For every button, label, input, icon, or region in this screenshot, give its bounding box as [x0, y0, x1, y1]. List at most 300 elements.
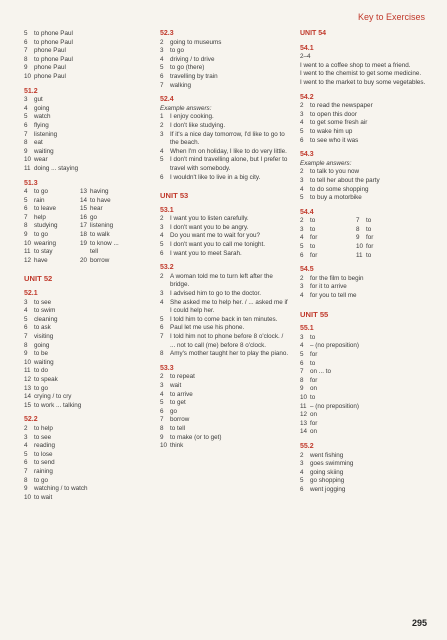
item-text: walking [170, 81, 191, 89]
item-text: I wouldn't like to live in a big city. [170, 173, 261, 181]
answer-pair [24, 205, 144, 214]
answer-item [24, 113, 144, 122]
item-text: Do you want me to wait for you? [170, 232, 260, 240]
item-number: 5 [160, 241, 164, 249]
section-heading: UNIT 53 [160, 191, 189, 201]
item-text: for [310, 251, 318, 259]
pair-right [80, 188, 109, 197]
section-heading: 51.2 [24, 87, 38, 95]
item-number: 8 [160, 424, 164, 432]
answer-pair [24, 214, 144, 223]
answer-item [300, 420, 428, 429]
column-3 [300, 30, 428, 495]
answer-item [160, 156, 290, 173]
pair-left [300, 243, 356, 252]
item-number: 8 [24, 55, 28, 63]
answer-item [160, 391, 290, 400]
item-text: reading [34, 442, 56, 450]
answer-item [24, 96, 144, 105]
item-text: to be [34, 350, 49, 358]
pair-left [300, 252, 356, 261]
item-text: to go [34, 188, 49, 196]
section-heading: 54.5 [300, 266, 314, 274]
section-heading: UNIT 54 [300, 30, 327, 37]
item-number: 8 [24, 139, 28, 147]
item-text: to go [34, 476, 49, 484]
item-number: 13 [24, 384, 32, 392]
answer-item [300, 428, 428, 437]
section-heading: UNIT 55 [300, 309, 329, 319]
item-number: 7 [24, 130, 28, 138]
item-number: 6 [300, 359, 304, 367]
item-number: 4 [300, 468, 304, 476]
answer-item [24, 56, 144, 65]
item-number: 9 [24, 485, 28, 493]
item-number: 10 [24, 358, 32, 366]
item-number: 4 [300, 185, 304, 193]
item-number: 8 [24, 341, 28, 349]
section-heading: 54.3 [300, 151, 314, 159]
page-header: Key to Exercises [357, 12, 425, 22]
column-2 [160, 30, 290, 451]
answer-item [300, 486, 428, 495]
item-number: 14 [300, 428, 308, 436]
item-number: 5 [24, 113, 28, 121]
item-text: to [366, 225, 372, 233]
item-text: to wake him up [310, 127, 353, 135]
item-text: to leave [34, 205, 57, 213]
item-number: 3 [300, 110, 304, 118]
item-text: watch [34, 113, 51, 121]
answer-item [24, 442, 144, 451]
item-text: having [90, 188, 109, 196]
answer-item [24, 367, 144, 376]
answer-item [300, 477, 428, 486]
item-text: to [366, 251, 372, 259]
item-text: to phone Paul [34, 30, 73, 37]
answer-item [300, 111, 428, 120]
item-text: visiting [34, 333, 54, 340]
item-text: to arrive [170, 390, 193, 398]
answer-item [160, 399, 290, 408]
item-number: 14 [24, 393, 32, 401]
item-text: A woman told me to turn left after the bridge. [170, 272, 273, 289]
answer-item [24, 131, 144, 140]
item-text: gut [34, 96, 43, 104]
item-text: to swim [34, 307, 56, 315]
item-text: to go [34, 384, 49, 392]
pair-right [80, 257, 109, 266]
answer-item [24, 73, 144, 82]
answer-text: I went to the market to buy some vegetables. [300, 78, 426, 86]
item-number: 5 [160, 399, 164, 407]
item-number: 3 [300, 225, 304, 233]
item-text: to know ... [90, 239, 119, 247]
item-text: waiting [34, 358, 54, 366]
answer-item [160, 316, 290, 325]
item-text: flying [34, 121, 49, 129]
item-text: to have [90, 196, 111, 204]
item-number: 6 [300, 485, 304, 493]
answer-text: I went to the chemist to get some medicine. [300, 70, 422, 78]
item-text: going to museums [170, 38, 222, 46]
answer-item [24, 148, 144, 157]
item-text: studying [34, 222, 58, 230]
item-number: 3 [160, 290, 164, 298]
answer-item [300, 283, 428, 292]
item-text: going [34, 341, 50, 349]
answer-item [300, 360, 428, 369]
answer-item [24, 299, 144, 308]
answer-pair [300, 234, 428, 243]
item-number: 6 [160, 173, 164, 181]
item-text: on [310, 411, 318, 419]
item-number: 6 [24, 38, 28, 46]
item-number: 5 [24, 196, 28, 204]
item-number: 2 [160, 373, 164, 381]
item-number: 5 [300, 351, 304, 358]
item-text: borrow [90, 256, 110, 264]
item-number: 3 [24, 433, 28, 441]
item-text: Paul let me use his phone. [170, 324, 245, 332]
item-text: for [310, 419, 318, 427]
item-number: 4 [160, 55, 164, 63]
item-number: 4 [300, 292, 304, 300]
item-number: 10 [24, 239, 32, 247]
answer-item [300, 102, 428, 111]
answer-item [24, 350, 144, 359]
answer-item [24, 485, 144, 494]
answer-item [24, 64, 144, 73]
section-heading: UNIT 52 [24, 274, 53, 284]
item-number: 20 [80, 256, 88, 264]
answer-item [24, 324, 144, 333]
answer-item [160, 425, 290, 434]
answer-item [300, 334, 428, 343]
answer-item [160, 241, 290, 250]
item-text: phone Paul [34, 47, 66, 55]
item-number: 6 [300, 251, 304, 259]
item-number: 6 [300, 136, 304, 144]
column-1 [24, 30, 144, 502]
item-text: Amy's mother taught her to play the piano. [170, 350, 289, 358]
item-number: 3 [24, 96, 28, 104]
item-text: I don't want you to call me tonight. [170, 241, 266, 249]
item-text: to see who it was [310, 136, 359, 144]
item-number: 5 [24, 30, 28, 37]
item-number: 2 [160, 121, 164, 129]
answer-item [24, 39, 144, 48]
item-text: for the film to begin [310, 274, 364, 282]
item-text: I told him not to phone before 8 o'clock. / ... not to call (me) before 8 o'clock. [170, 333, 284, 349]
item-number: 4 [300, 342, 304, 350]
item-text: to open this door [310, 110, 357, 118]
answer-item [300, 411, 428, 420]
pair-left [300, 234, 356, 243]
item-text: I told him to come back in ten minutes. [170, 315, 278, 323]
answer-item [160, 250, 290, 259]
answer-item [24, 105, 144, 114]
item-number: 3 [160, 47, 164, 55]
item-text: to see [34, 298, 52, 306]
answer-item [24, 402, 144, 411]
item-text: went fishing [310, 451, 344, 459]
answer-item [300, 137, 428, 146]
item-number: 2 [300, 102, 304, 110]
item-text: crying / to cry [34, 393, 72, 401]
item-number: 4 [300, 234, 304, 242]
item-number: 12 [300, 411, 308, 419]
answer-pair [24, 197, 144, 206]
item-number: 6 [24, 205, 28, 213]
item-number: 10 [24, 493, 32, 501]
item-text: go [170, 407, 178, 415]
answer-item [300, 460, 428, 469]
answer-item [24, 47, 144, 56]
item-text: on ... to [310, 368, 332, 376]
answer-item [300, 275, 428, 284]
answer-item [24, 30, 144, 39]
item-text: to phone Paul [34, 38, 73, 46]
item-text: go shopping [310, 477, 345, 485]
answer-pair [24, 222, 144, 231]
item-number: 11 [24, 248, 31, 256]
item-text: to get some fresh air [310, 119, 368, 127]
item-number: 10 [300, 393, 308, 401]
answer-item [24, 342, 144, 351]
item-number: 9 [300, 385, 304, 393]
item-text: to buy a motorbike [310, 194, 362, 202]
pair-left [24, 205, 80, 214]
answer-item [24, 122, 144, 131]
item-text: to go [170, 47, 185, 55]
item-text: She asked me to help her. / ... asked me if I could help her. [170, 298, 288, 315]
section-heading: 53.2 [160, 264, 174, 272]
item-text: watching / to watch [34, 485, 88, 493]
item-text: to read the newspaper [310, 102, 373, 110]
answer-item [300, 194, 428, 203]
item-number: 9 [24, 147, 28, 155]
item-number: 2 [24, 424, 28, 432]
answer-item [24, 316, 144, 325]
answer-pair [24, 240, 144, 249]
item-text: went jogging [310, 485, 346, 493]
item-text: to go (there) [170, 64, 205, 72]
section-heading: 54.1 [300, 44, 314, 52]
item-number: 2 [300, 451, 304, 459]
answer-item [300, 394, 428, 403]
item-text: I advised him to go to the doctor. [170, 290, 262, 298]
item-number: 4 [24, 188, 28, 196]
item-text: driving / to drive [170, 55, 215, 63]
pair-right [356, 226, 371, 235]
item-number: 6 [24, 324, 28, 332]
item-number: 10 [24, 72, 32, 80]
item-text: for [310, 351, 318, 358]
answer-item [160, 382, 290, 391]
item-text: for [310, 376, 318, 384]
pair-right [356, 234, 373, 243]
item-text: I don't mind travelling alone, but I prefer to travel with somebody. [170, 156, 288, 172]
pair-left [24, 257, 80, 266]
item-number: 3 [160, 381, 164, 389]
item-text: wearing [34, 239, 57, 247]
example-label: Example answers: [160, 104, 212, 112]
answer-item [160, 131, 290, 148]
item-text: for [366, 234, 374, 242]
pair-left [300, 226, 356, 235]
item-number: 7 [24, 333, 28, 340]
item-number: 5 [160, 156, 164, 164]
pair-right [356, 243, 373, 252]
item-number: 5 [300, 477, 304, 485]
item-number: 8 [300, 376, 304, 384]
item-text: I want you to meet Sarah. [170, 249, 242, 257]
pair-right [356, 217, 371, 226]
item-text: to do some shopping [310, 185, 369, 193]
answer-item [24, 376, 144, 385]
item-text: to talk to you now [310, 168, 360, 176]
section-heading: 54.4 [300, 208, 314, 216]
page-number: 295 [411, 618, 427, 628]
item-number: 9 [160, 433, 164, 441]
pair-left [24, 222, 80, 231]
answer-item [160, 373, 290, 382]
section-heading: 53.1 [160, 206, 174, 214]
answer-item [300, 469, 428, 478]
item-number: 7 [160, 333, 164, 340]
pair-right [80, 248, 98, 257]
answer-pair [300, 217, 428, 226]
item-number: 7 [356, 217, 360, 225]
item-number: 17 [80, 222, 88, 230]
pair-left [24, 240, 80, 249]
item-number: 9 [356, 234, 360, 242]
answer-item [160, 350, 290, 359]
item-text: on [310, 428, 318, 436]
answer-item [300, 452, 428, 461]
answer-item [24, 156, 144, 165]
item-number: 7 [24, 467, 28, 475]
answer-item [160, 148, 290, 157]
item-number: 4 [24, 104, 28, 112]
section-heading: 52.2 [24, 416, 38, 424]
item-text: on [310, 385, 318, 393]
pair-right [80, 231, 110, 240]
answer-item [160, 232, 290, 241]
answer-pair [24, 257, 144, 266]
pair-right [80, 222, 113, 231]
item-text: waiting [34, 147, 54, 155]
item-text: to [310, 225, 316, 233]
answer-item [160, 113, 290, 122]
answer-item [300, 342, 428, 351]
item-text: to work ... talking [34, 401, 82, 409]
answer-item [300, 403, 428, 412]
item-number: 9 [24, 231, 28, 239]
answer-item [24, 459, 144, 468]
item-text: to do [34, 367, 49, 375]
item-text: to tell her about the party [310, 176, 380, 184]
answer-item [300, 119, 428, 128]
pair-left [24, 248, 80, 257]
section-heading: 55.2 [300, 442, 314, 450]
answer-item [300, 186, 428, 195]
item-number: 5 [160, 315, 164, 323]
answer-item [24, 477, 144, 486]
answer-item [160, 299, 290, 316]
pair-left [24, 197, 80, 206]
item-text: to wait [34, 493, 53, 501]
answer-pair [24, 231, 144, 240]
item-text: for [310, 234, 318, 242]
pair-left [24, 214, 80, 223]
item-number: 3 [160, 130, 164, 138]
item-text: I enjoy cooking. [170, 113, 214, 121]
item-text: to [310, 393, 316, 401]
item-text: for you to tell me [310, 292, 357, 300]
item-text: to lose [34, 450, 53, 458]
item-number: 3 [300, 176, 304, 184]
item-number: 16 [80, 213, 88, 221]
item-text: to send [34, 459, 55, 467]
item-number: 9 [24, 64, 28, 72]
item-number: 6 [160, 407, 164, 415]
answer-item [24, 451, 144, 460]
item-number: 4 [160, 390, 164, 398]
pair-right [80, 197, 111, 206]
answer-item [300, 128, 428, 137]
answer-item [300, 351, 428, 360]
item-text: think [170, 442, 184, 450]
item-text: for [366, 243, 374, 251]
item-number: 2 [160, 215, 164, 223]
item-text: listening [90, 222, 114, 230]
item-text: to stay [34, 248, 53, 256]
answer-item [300, 377, 428, 386]
section-heading: 52.4 [160, 96, 174, 104]
item-text: to speak [34, 375, 58, 383]
answer-item [160, 408, 290, 417]
item-text: to ask [34, 324, 51, 332]
answer-item [300, 385, 428, 394]
answer-text: 2–4 [300, 53, 311, 61]
item-text: to [310, 359, 316, 367]
item-number: 3 [300, 333, 304, 341]
item-number: 2 [300, 168, 304, 176]
item-text: I don't like studying. [170, 121, 226, 129]
item-text: wait [170, 381, 182, 389]
item-number: 4 [160, 298, 164, 306]
answer-item [24, 434, 144, 443]
item-number: 12 [24, 375, 32, 383]
item-number: 7 [160, 416, 164, 424]
item-number: 10 [356, 243, 364, 251]
item-text: hear [90, 205, 103, 213]
item-text: to go [34, 231, 49, 239]
answer-item [160, 215, 290, 224]
item-text: doing ... staying [34, 164, 79, 172]
answer-pair [24, 188, 144, 197]
item-number: 7 [24, 213, 28, 221]
section-heading: 53.3 [160, 364, 174, 372]
answer-item [160, 416, 290, 425]
item-text: When I'm on holiday, I like to do very little. [170, 147, 287, 155]
section-heading: 51.3 [24, 179, 38, 187]
answer-item [160, 324, 290, 333]
item-text: wear [34, 156, 48, 164]
answer-item [160, 39, 290, 48]
